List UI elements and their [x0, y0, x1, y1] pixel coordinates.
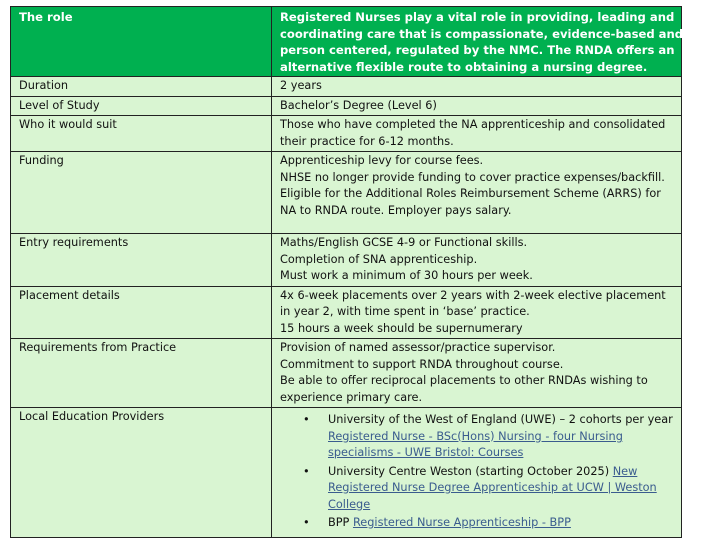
provider-link-line[interactable]: Registered Nurse Apprenticeship - BPP [352, 516, 571, 529]
table-row [11, 339, 682, 408]
row-value-line: 2 years [280, 79, 322, 92]
providers-list-cell [272, 408, 682, 538]
header-label: The role [11, 7, 272, 77]
table-row [11, 234, 682, 287]
header-row [11, 7, 682, 77]
row-value [272, 286, 682, 339]
row-value-line: Must work a minimum of 30 hours per week. [280, 269, 533, 282]
provider-name: University Centre Weston (starting October 2025) [328, 464, 610, 478]
row-value-line: Apprenticeship levy for course fees. [280, 154, 484, 167]
header-desc-line: coordinating care that is compassionate, evidence-based and [280, 26, 684, 41]
provider-link-line[interactable]: New [612, 464, 638, 478]
row-value [272, 96, 682, 116]
header-desc-line: person centered, regulated by the NMC. The RNDA offers an [280, 43, 675, 57]
row-value-line: experience primary care. [280, 390, 423, 404]
provider-link-line[interactable]: specialisms - UWE Bristol: Courses [328, 446, 524, 459]
row-value-line: Eligible for the Additional Roles Reimbursement Scheme (ARRS) for [280, 187, 661, 200]
row-value [272, 116, 682, 152]
row-label: Entry requirements [11, 234, 272, 287]
header-desc-line: alternative flexible route to obtaining a nursing degree. [280, 59, 648, 74]
provider-name: • University of the West of England (UWE) – 2 cohorts per year [328, 413, 673, 426]
row-value-line: their practice for 6-12 months. [280, 134, 454, 148]
table-row [11, 96, 682, 116]
provider-link-line[interactable]: Registered Nurse Degree Apprenticeship at UCW | Weston [328, 481, 657, 494]
row-value [272, 234, 682, 287]
row-label: Level of Study [11, 96, 272, 116]
list-item [328, 412, 673, 462]
row-value-line: NA to RNDA route. Employer pays salary. [280, 203, 512, 217]
row-value-line: Provision of named assessor/practice supervisor. [280, 341, 556, 354]
row-value-line: in year 2, with time spent in ‘base’ practice. [280, 305, 530, 318]
table-row [11, 408, 682, 538]
row-value [272, 152, 682, 234]
table-row [11, 77, 682, 97]
row-value [272, 339, 682, 408]
provider-link-line[interactable]: Registered Nurse - BSc(Hons) Nursing - four Nursing [328, 429, 623, 443]
row-value-line: Maths/English GCSE 4-9 or Functional skills. [280, 236, 528, 249]
list-item [328, 464, 673, 514]
provider-link-line[interactable]: College [328, 497, 371, 511]
row-label: Placement details [11, 286, 272, 339]
table-row [11, 286, 682, 339]
row-label: Local Education Providers [11, 408, 272, 538]
row-value [272, 77, 682, 97]
row-label: Funding [11, 152, 272, 234]
row-value-line: NHSE no longer provide funding to cover practice expenses/backfill. [280, 170, 665, 184]
row-label: Requirements from Practice [11, 339, 272, 408]
row-value-line: Completion of SNA apprenticeship. [280, 252, 478, 266]
table-row [11, 152, 682, 234]
row-value-line: Those who have completed the NA apprenticeship and consolidated [280, 118, 666, 131]
row-label: Duration [11, 77, 272, 97]
row-value-line: Be able to offer reciprocal placements to other RNDAs wishing to [280, 374, 648, 387]
row-value-line: 15 hours a week should be supernumerary [280, 321, 523, 335]
row-value-line: Bachelor’s Degree (Level 6) [280, 98, 437, 112]
row-label: Who it would suit [11, 116, 272, 152]
provider-name: BPP [328, 516, 350, 529]
role-table [10, 6, 682, 538]
header-desc-line: Registered Nurses play a vital role in providing, leading and [280, 10, 675, 24]
list-item [328, 515, 673, 532]
header-description [272, 7, 682, 77]
row-value-line: Commitment to support RNDA throughout course. [280, 357, 564, 371]
providers-list [280, 412, 673, 532]
row-value-line: 4x 6-week placements over 2 years with 2-week elective placement [280, 288, 666, 302]
table-row [11, 116, 682, 152]
